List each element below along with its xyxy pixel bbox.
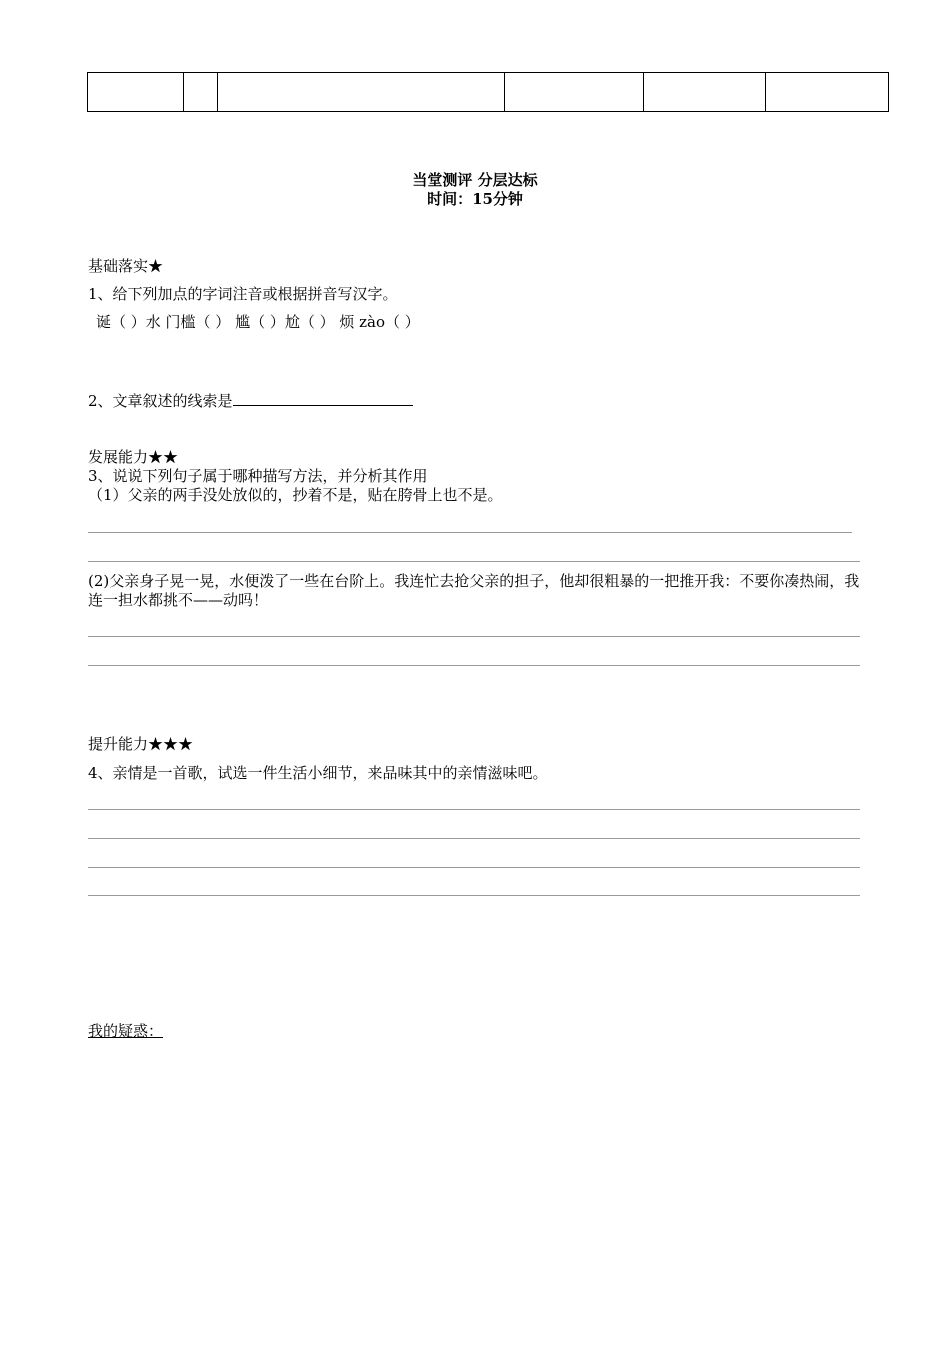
question-2-text: 2、文章叙述的线索是	[88, 392, 233, 410]
question-4: 4、亲情是一首歌，试选一件生活小细节，来品味其中的亲情滋味吧。	[88, 764, 548, 782]
answer-line[interactable]	[88, 532, 852, 533]
page-title: 当堂测评 分层达标	[412, 171, 538, 189]
header-table-row	[88, 73, 889, 112]
answer-blank[interactable]	[233, 391, 413, 406]
header-table-cell	[184, 73, 218, 112]
header-table-cell	[218, 73, 505, 112]
question-3-sentence-2: (2)父亲身子晃一晃，水便泼了一些在台阶上。我连忙去抢父亲的担子，他却很粗暴的一把推开我：不要你凑热闹，我连一担水都挑不——动吗！	[88, 572, 860, 609]
header-table-cell	[88, 73, 184, 112]
section-basic-title: 基础落实★	[88, 257, 164, 275]
question-1-items: 诞（ ）水 门槛（ ） 尴（ ）尬（ ） 烦 zào（ ）	[96, 313, 420, 331]
header-table-cell	[505, 73, 644, 112]
section-develop-title: 发展能力★★	[88, 448, 179, 466]
question-3-sentence-1: （1）父亲的两手没处放似的，抄着不是，贴在胯骨上也不是。	[88, 486, 503, 504]
question-3: 3、说说下列句子属于哪种描写方法，并分析其作用	[88, 467, 428, 485]
answer-line[interactable]	[88, 867, 860, 868]
answer-line[interactable]	[88, 561, 860, 562]
question-2	[88, 391, 413, 411]
header-table	[87, 72, 889, 112]
time-limit: 时间：15分钟	[427, 190, 523, 208]
header-table-cell	[644, 73, 766, 112]
answer-line[interactable]	[88, 665, 860, 666]
section-improve-title: 提升能力★★★	[88, 735, 194, 753]
my-doubts-label: 我的疑惑：	[88, 1022, 164, 1040]
answer-line[interactable]	[88, 838, 860, 839]
answer-line[interactable]	[88, 809, 860, 810]
answer-line[interactable]	[88, 895, 860, 896]
answer-line[interactable]	[88, 636, 860, 637]
question-1: 1、给下列加点的字词注音或根据拼音写汉字。	[88, 285, 398, 303]
header-table-cell	[766, 73, 889, 112]
